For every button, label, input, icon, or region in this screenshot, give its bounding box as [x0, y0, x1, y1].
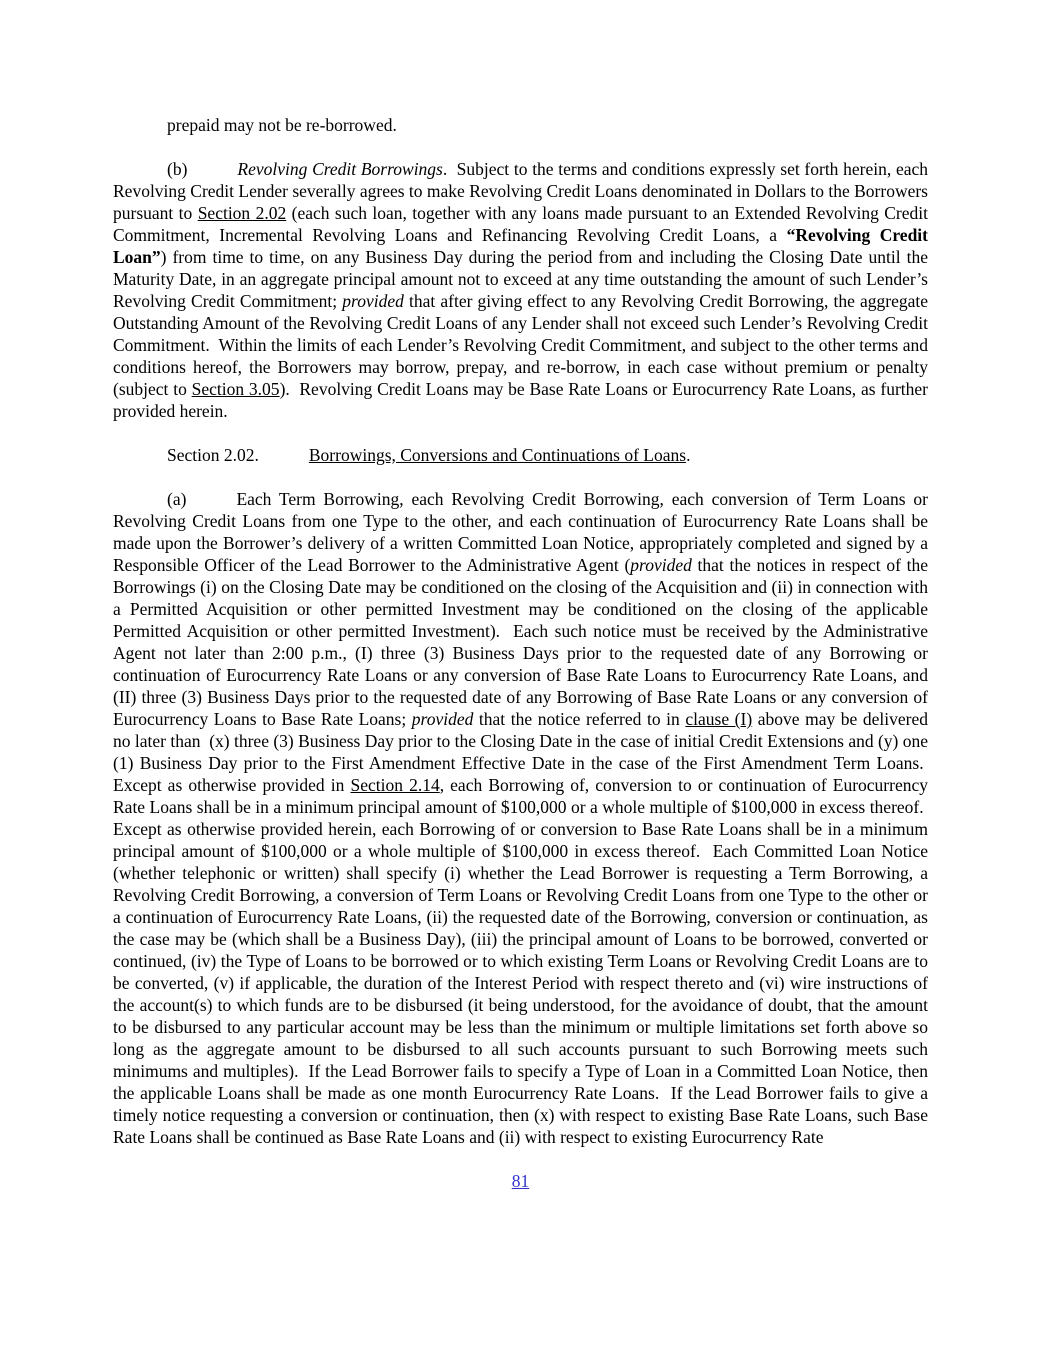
- text-run: . Subject to the terms and conditions expressly set forth herein, each Revolving Credit Lender severally agrees to make Revolving Credit Loans denominated in Dollars to the Borrowers pursuant to: [113, 159, 929, 223]
- text-run: clause (I): [685, 709, 753, 729]
- text-run: that the notice referred to in: [473, 709, 686, 729]
- text-run: Borrowings, Conversions and Continuations of Loans: [308, 445, 687, 465]
- text-run: (b): [167, 159, 188, 179]
- text-run: above may be delivered no later than (x) three (3) Business Day prior to the Closing Date in the case of initial Credit Extensions and (y) one (1) Business Day prior to the First Amendment Effective Date in the case of the First Amendment Term Loans. Except as otherwise provided in: [113, 709, 929, 795]
- text-run: that the notices in respect of the Borrowings (i) on the Closing Date may be conditioned on the closing of the Acquisition and (ii) in connection with a Permitted Acquisition or other permitted Investment may be conditioned on the closing of the applicable Permitted Acquisition or other permitted Investment). Each such notice must be received by the Administrative Agent not later than 2:00 p.m., (I) three (3) Business Days prior to the requested date of any Borrowing or continuation of Eurocurrency Rate Loans or any conversion of Base Rate Loans to Eurocurrency Rate Loans, and (II) three (3) Business Days prior to the requested date of any Borrowing of Base Rate Loans or any conversion of Eurocurrency Loans to Base Rate Loans;: [113, 555, 929, 729]
- text-run: provided: [630, 555, 692, 575]
- text-run: Section 2.02: [197, 203, 287, 223]
- text-run: .: [686, 445, 691, 465]
- text-run: Section 2.02.: [167, 445, 259, 465]
- page-footer: [113, 1170, 928, 1192]
- text-run: ) from time to time, on any Business Day during the period from and including the Closing Date until the Maturity Date, in an aggregate principal amount not to exceed at any time outstanding the amount of such Lender’s Revolving Credit Commitment;: [113, 247, 928, 311]
- text-run: Revolving Credit Borrowings: [237, 159, 443, 179]
- text-run: provided: [342, 291, 404, 311]
- text-run: , each Borrowing of, conversion to or continuation of Eurocurrency Rate Loans shall be in a minimum principal amount of $100,000 or a whole multiple of $100,000 in excess thereof. Except as otherwise provided herein, each Borrowing of or conversion to Base Rate Loans shall be in a minimum principal amount of $100,000 or a whole multiple of $100,000 in excess thereof. Each Committed Loan Notice (whether telephonic or written) shall specify (i) whether the Lead Borrower is requesting a Term Borrowing, a Revolving Credit Borrowing, a conversion of Term Loans or Revolving Credit Loans from one Type to the other or a continuation of Eurocurrency Rate Loans, (ii) the requested date of the Borrowing, conversion or continuation, as the case may be (which shall be a Business Day), (iii) the principal amount of Loans to be borrowed, converted or continued, (iv) the Type of Loans to be borrowed or to which existing Term Loans or Revolving Credit Loans are to be converted, (v) if applicable, the duration of the Interest Period with respect thereto and (vi) wire instructions of the account(s) to which funds are to be disbursed (it being understood, for the avoidance of doubt, that the amount to be disbursed to any particular account may be less than the minimum or multiple limitations set forth above so long as the aggregate amount to be disbursed to all such accounts pursuant to such Borrowing meets such minimums and multiples). If the Lead Borrower fails to specify a Type of Loan in a Committed Loan Notice, then the applicable Loans shall be made as one month Eurocurrency Rate Loans. If the Lead Borrower fails to give a timely notice requesting a conversion or continuation, then (x) with respect to existing Base Rate Loans, such Base Rate Loans shall be continued as Base Rate Loans and (ii) with respect to existing Eurocurrency Rate: [113, 775, 928, 1147]
- paragraph-prepaid: [113, 114, 928, 136]
- text-run: Each Term Borrowing, each Revolving Credit Borrowing, each conversion of Term Loans or Revolving Credit Loans from one Type to the other, and each continuation of Eurocurrency Rate Loans shall be made upon the Borrower’s delivery of a written Committed Loan Notice, appropriately completed and signed by a Responsible Officer of the Lead Borrower to the Administrative Agent (: [113, 489, 928, 575]
- text-run: Section 3.05: [191, 379, 280, 399]
- text-run: (a): [167, 489, 187, 509]
- text-run: prepaid may not be re-borrowed.: [167, 115, 397, 135]
- text-run: ). Revolving Credit Loans may be Base Rate Loans or Eurocurrency Rate Loans, as further provided herein.: [113, 379, 928, 421]
- paragraph-a-committed-loan-notice: [113, 488, 928, 1148]
- paragraph-b-revolving-credit-borrowings: [113, 158, 928, 422]
- text-run: Section 2.14: [350, 775, 440, 795]
- text-run: “Revolving Credit Loan”: [113, 225, 928, 267]
- text-run: provided: [411, 709, 474, 729]
- heading-section-2-02: [113, 444, 928, 466]
- page-number-link[interactable]: 81: [511, 1171, 530, 1191]
- text-run: (each such loan, together with any loans made pursuant to an Extended Revolving Credit Commitment, Incremental Revolving Loans and Refinancing Revolving Credit Loans, a: [113, 203, 928, 245]
- text-run: that after giving effect to any Revolving Credit Borrowing, the aggregate Outstanding Amount of the Revolving Credit Loans of any Lender shall not exceed such Lender’s Revolving Credit Commitment. Within the limits of each Lender’s Revolving Credit Commitment, and subject to the other terms and conditions hereof, the Borrowers may borrow, prepay, and re-borrow, in each case without premium or penalty (subject to: [113, 291, 928, 399]
- document-body: [113, 114, 928, 1148]
